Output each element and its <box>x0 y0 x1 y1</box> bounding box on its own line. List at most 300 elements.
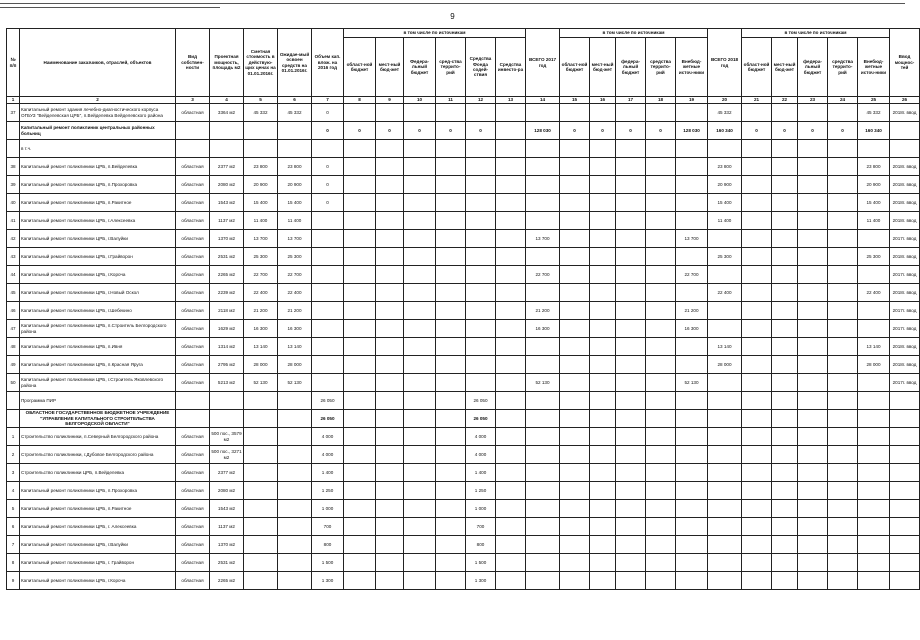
column-number-cell: 12 <box>466 97 496 104</box>
table-cell: 28 000 <box>858 356 890 374</box>
table-cell <box>560 176 590 194</box>
table-cell <box>828 554 858 572</box>
table-cell: областная <box>176 446 210 464</box>
table-cell <box>676 248 708 266</box>
table-cell <box>436 410 466 428</box>
table-row <box>7 158 920 176</box>
top-rule-short <box>0 7 220 8</box>
table-cell: областная <box>176 266 210 284</box>
object-name-cell: Капитальный ремонт поликлиники ЦРБ, г.Алексеевка <box>20 212 176 230</box>
table-cell <box>344 230 376 248</box>
table-cell <box>176 410 210 428</box>
table-cell <box>646 266 676 284</box>
table-cell <box>436 572 466 590</box>
table-cell <box>858 554 890 572</box>
table-cell <box>590 428 616 446</box>
table-cell <box>376 194 404 212</box>
object-name-cell: Программа ПИР <box>20 392 176 410</box>
table-cell <box>404 518 436 536</box>
table-cell <box>828 176 858 194</box>
table-cell <box>742 446 772 464</box>
table-cell <box>616 464 646 482</box>
table-cell <box>496 518 526 536</box>
table-cell <box>772 266 798 284</box>
table-cell <box>376 230 404 248</box>
table-cell <box>244 500 278 518</box>
table-cell <box>404 194 436 212</box>
table-cell <box>466 320 496 338</box>
table-cell: 1314 м2 <box>210 338 244 356</box>
table-cell <box>742 230 772 248</box>
table-cell <box>708 554 742 572</box>
table-cell <box>828 392 858 410</box>
col-header: Средства инвесто-ра <box>496 38 526 97</box>
table-cell: областная <box>176 212 210 230</box>
object-name-cell: Капитальный ремонт поликлиники ЦРБ, п.Ивня <box>20 338 176 356</box>
commissioning-cell: 2018г. ввод <box>890 248 920 266</box>
table-cell <box>616 518 646 536</box>
table-cell <box>496 392 526 410</box>
table-cell <box>798 482 828 500</box>
table-cell <box>646 410 676 428</box>
table-cell <box>404 392 436 410</box>
table-cell <box>708 482 742 500</box>
table-cell: 5 <box>7 500 20 518</box>
table-cell <box>676 410 708 428</box>
table-cell: 1 400 <box>466 464 496 482</box>
table-cell <box>404 428 436 446</box>
table-cell <box>772 410 798 428</box>
table-cell: 1370 м2 <box>210 536 244 554</box>
table-cell <box>526 428 560 446</box>
col-header-ownership: Вид собствен-ности <box>176 29 210 97</box>
table-cell <box>798 374 828 392</box>
table-cell: 13 140 <box>708 338 742 356</box>
table-cell: 1137 м2 <box>210 212 244 230</box>
table-cell: 13 140 <box>244 338 278 356</box>
table-cell <box>828 464 858 482</box>
table-cell <box>616 338 646 356</box>
table-cell <box>590 356 616 374</box>
commissioning-cell: 2018г. ввод <box>890 356 920 374</box>
table-cell <box>404 212 436 230</box>
table-cell <box>798 158 828 176</box>
col-header: мест-ный бюд-жет <box>590 38 616 97</box>
col-header-volume-2016: Объем кап. влож. на 2016 год <box>312 29 344 97</box>
table-cell <box>278 140 312 158</box>
table-cell <box>496 482 526 500</box>
table-cell: 1 300 <box>312 572 344 590</box>
table-cell <box>772 536 798 554</box>
table-cell <box>404 572 436 590</box>
table-cell <box>244 536 278 554</box>
table-cell <box>7 122 20 140</box>
table-cell: 26 050 <box>466 410 496 428</box>
table-cell <box>436 284 466 302</box>
table-cell <box>742 410 772 428</box>
table-cell <box>526 284 560 302</box>
table-cell <box>772 374 798 392</box>
table-cell <box>344 212 376 230</box>
table-cell: 0 <box>344 122 376 140</box>
table-cell <box>858 374 890 392</box>
table-cell <box>526 500 560 518</box>
object-name-cell: Строительство поликлиники, г.Дубовое Белгородского района <box>20 446 176 464</box>
table-cell <box>496 572 526 590</box>
table-cell <box>858 410 890 428</box>
table-cell <box>560 464 590 482</box>
table-cell: 160 340 <box>858 122 890 140</box>
table-cell <box>496 140 526 158</box>
table-cell <box>376 410 404 428</box>
table-cell <box>496 266 526 284</box>
col-header: област-ной бюджет <box>560 38 590 97</box>
table-cell <box>278 536 312 554</box>
table-row <box>7 176 920 194</box>
commissioning-cell: 2018г. ввод <box>890 338 920 356</box>
table-cell <box>466 338 496 356</box>
table-cell: 2 <box>7 446 20 464</box>
table-cell <box>344 482 376 500</box>
table-cell <box>798 428 828 446</box>
table-row <box>7 104 920 122</box>
table-cell <box>496 446 526 464</box>
table-cell <box>798 266 828 284</box>
table-cell <box>7 392 20 410</box>
object-name-cell: Капитальный ремонт поликлиники ЦРБ, п.Ракитное <box>20 500 176 518</box>
table-cell <box>828 158 858 176</box>
table-cell <box>526 518 560 536</box>
table-cell: 1370 м2 <box>210 230 244 248</box>
table-cell <box>772 500 798 518</box>
table-cell <box>858 140 890 158</box>
table-cell <box>590 140 616 158</box>
table-cell <box>466 104 496 122</box>
table-cell <box>526 248 560 266</box>
table-cell: 44 <box>7 266 20 284</box>
column-number-cell: 11 <box>436 97 466 104</box>
table-cell <box>742 194 772 212</box>
table-cell: 47 <box>7 320 20 338</box>
table-cell: 11 400 <box>244 212 278 230</box>
commissioning-cell: 2017г. ввод <box>890 266 920 284</box>
table-cell: 11 400 <box>278 212 312 230</box>
table-cell <box>676 428 708 446</box>
table-cell <box>742 338 772 356</box>
table-cell <box>708 428 742 446</box>
commissioning-cell: 2018г. ввод <box>890 194 920 212</box>
table-cell <box>828 482 858 500</box>
table-cell <box>742 428 772 446</box>
table-cell: 1 250 <box>466 482 496 500</box>
table-cell: 28 000 <box>708 356 742 374</box>
table-row <box>7 230 920 248</box>
column-number-cell: 20 <box>708 97 742 104</box>
table-cell <box>646 176 676 194</box>
table-cell <box>590 248 616 266</box>
table-cell: 1137 м2 <box>210 518 244 536</box>
table-cell <box>828 230 858 248</box>
table-cell: 0 <box>742 122 772 140</box>
table-cell <box>798 446 828 464</box>
table-cell: 1 000 <box>466 500 496 518</box>
table-cell: 1543 м2 <box>210 194 244 212</box>
table-cell <box>616 500 646 518</box>
table-cell <box>312 320 344 338</box>
col-header-commissioning: Ввод мощнос-тей <box>890 29 920 97</box>
table-cell: 42 <box>7 230 20 248</box>
column-number-cell: 17 <box>616 97 646 104</box>
table-cell <box>742 464 772 482</box>
table-cell <box>828 500 858 518</box>
table-cell: областная <box>176 536 210 554</box>
table-cell <box>616 302 646 320</box>
investment-table <box>6 28 920 590</box>
table-cell: 0 <box>590 122 616 140</box>
table-cell <box>376 284 404 302</box>
table-row <box>7 446 920 464</box>
table-cell <box>560 572 590 590</box>
commissioning-cell: 2018г. ввод <box>890 212 920 230</box>
table-cell: 20 900 <box>278 176 312 194</box>
commissioning-cell <box>890 536 920 554</box>
table-cell <box>344 266 376 284</box>
table-cell <box>742 176 772 194</box>
table-cell <box>526 356 560 374</box>
table-cell <box>560 266 590 284</box>
table-cell <box>436 176 466 194</box>
commissioning-cell <box>890 464 920 482</box>
table-cell <box>278 554 312 572</box>
table-cell <box>404 482 436 500</box>
table-cell <box>772 176 798 194</box>
column-number-cell: 2 <box>20 97 176 104</box>
table-cell <box>244 482 278 500</box>
table-cell <box>244 410 278 428</box>
table-cell: 22 700 <box>278 266 312 284</box>
table-cell <box>858 482 890 500</box>
table-cell <box>404 266 436 284</box>
table-cell <box>278 572 312 590</box>
table-cell <box>312 356 344 374</box>
column-number-cell: 5 <box>244 97 278 104</box>
table-row <box>7 536 920 554</box>
table-cell <box>798 356 828 374</box>
table-cell <box>616 248 646 266</box>
table-cell <box>526 176 560 194</box>
table-cell <box>404 500 436 518</box>
table-cell: 22 400 <box>244 284 278 302</box>
table-cell <box>436 230 466 248</box>
table-cell <box>376 374 404 392</box>
table-cell <box>560 428 590 446</box>
table-cell <box>436 194 466 212</box>
table-row <box>7 194 920 212</box>
object-name-cell: Капитальный ремонт поликлиники ЦРБ, г.Шебекино <box>20 302 176 320</box>
table-cell <box>858 518 890 536</box>
table-cell: 11 400 <box>708 212 742 230</box>
table-cell <box>616 194 646 212</box>
table-cell <box>798 212 828 230</box>
table-cell <box>344 302 376 320</box>
column-number-cell: 26 <box>890 97 920 104</box>
table-cell <box>676 140 708 158</box>
table-cell <box>496 284 526 302</box>
table-cell <box>676 176 708 194</box>
table-cell: 37 <box>7 104 20 122</box>
table-cell <box>858 536 890 554</box>
table-cell <box>466 284 496 302</box>
group-header-2016: в том числе по источникам <box>344 29 526 38</box>
table-cell <box>436 500 466 518</box>
column-number-cell: 4 <box>210 97 244 104</box>
table-cell <box>798 104 828 122</box>
table-cell <box>828 284 858 302</box>
table-cell: 4 000 <box>312 428 344 446</box>
table-cell <box>210 392 244 410</box>
table-cell <box>646 536 676 554</box>
table-cell <box>708 572 742 590</box>
table-cell <box>646 140 676 158</box>
table-cell <box>590 392 616 410</box>
table-cell <box>798 338 828 356</box>
commissioning-cell <box>890 482 920 500</box>
table-cell <box>798 194 828 212</box>
table-cell <box>646 320 676 338</box>
column-number-cell: 24 <box>828 97 858 104</box>
table-cell: 1543 м2 <box>210 500 244 518</box>
table-cell <box>312 230 344 248</box>
table-cell: 28 000 <box>244 356 278 374</box>
table-cell <box>858 392 890 410</box>
table-cell <box>7 140 20 158</box>
table-cell <box>772 248 798 266</box>
table-cell <box>742 266 772 284</box>
table-cell <box>376 500 404 518</box>
object-name-cell: Капитальный ремонт поликлиники ЦРБ, г.Новый Оскол <box>20 284 176 302</box>
table-cell <box>646 500 676 518</box>
table-row <box>7 428 920 446</box>
table-cell <box>436 320 466 338</box>
table-cell <box>742 158 772 176</box>
table-cell: 160 340 <box>708 122 742 140</box>
table-cell <box>244 464 278 482</box>
table-cell <box>772 392 798 410</box>
table-cell: 1 500 <box>312 554 344 572</box>
table-cell: 1 000 <box>312 500 344 518</box>
table-cell <box>526 446 560 464</box>
table-cell <box>376 572 404 590</box>
table-cell <box>466 266 496 284</box>
table-cell <box>772 356 798 374</box>
table-cell: 15 400 <box>278 194 312 212</box>
table-cell <box>560 356 590 374</box>
col-header: средства террито-рий <box>828 38 858 97</box>
table-cell <box>858 464 890 482</box>
table-cell <box>312 374 344 392</box>
table-cell <box>742 248 772 266</box>
table-cell <box>344 356 376 374</box>
commissioning-cell <box>890 500 920 518</box>
table-cell <box>676 194 708 212</box>
commissioning-cell: 2017г. ввод <box>890 302 920 320</box>
table-cell <box>376 158 404 176</box>
column-number-cell: 21 <box>742 97 772 104</box>
table-cell <box>376 140 404 158</box>
table-cell <box>376 446 404 464</box>
table-cell <box>828 212 858 230</box>
table-cell: 0 <box>312 104 344 122</box>
table-cell <box>344 446 376 464</box>
table-cell <box>344 194 376 212</box>
table-row <box>7 284 920 302</box>
table-cell <box>244 140 278 158</box>
table-cell: 16 300 <box>278 320 312 338</box>
column-number-cell: 9 <box>376 97 404 104</box>
table-cell: 0 <box>798 122 828 140</box>
table-cell <box>344 158 376 176</box>
table-cell <box>560 194 590 212</box>
table-cell: 800 <box>466 536 496 554</box>
table-cell <box>616 446 646 464</box>
table-cell <box>828 338 858 356</box>
table-cell <box>590 374 616 392</box>
table-cell: областная <box>176 230 210 248</box>
table-cell <box>312 140 344 158</box>
table-cell: 22 400 <box>278 284 312 302</box>
table-cell <box>646 356 676 374</box>
table-cell <box>772 158 798 176</box>
table-cell <box>466 230 496 248</box>
table-cell <box>436 248 466 266</box>
table-cell <box>798 230 828 248</box>
table-cell <box>616 320 646 338</box>
table-cell <box>7 410 20 428</box>
table-cell: 13 700 <box>244 230 278 248</box>
commissioning-cell <box>890 428 920 446</box>
table-cell <box>344 284 376 302</box>
table-cell: 23 800 <box>708 158 742 176</box>
table-cell <box>590 536 616 554</box>
table-cell <box>798 284 828 302</box>
table-cell: 0 <box>376 122 404 140</box>
table-cell <box>176 122 210 140</box>
object-name-cell: Капитальный ремонт поликлиники ЦРБ, п.Прохоровка <box>20 176 176 194</box>
table-cell: 26 050 <box>312 392 344 410</box>
table-row <box>7 338 920 356</box>
table-cell <box>244 572 278 590</box>
table-cell <box>828 302 858 320</box>
table-cell: 48 <box>7 338 20 356</box>
col-header: Средства Фонда содей-ствия <box>466 38 496 97</box>
table-cell: областная <box>176 248 210 266</box>
table-cell <box>526 212 560 230</box>
table-cell <box>616 554 646 572</box>
col-header-capacity: Проектная мощность, площадь м2 <box>210 29 244 97</box>
table-cell <box>278 500 312 518</box>
table-cell: 13 700 <box>676 230 708 248</box>
table-cell <box>772 518 798 536</box>
table-cell: областная <box>176 194 210 212</box>
table-cell: 15 400 <box>858 194 890 212</box>
table-cell: 25 300 <box>708 248 742 266</box>
col-header: област-ной бюджет <box>344 38 376 97</box>
table-cell: 23 800 <box>244 158 278 176</box>
table-cell <box>404 410 436 428</box>
column-number-cell: 8 <box>344 97 376 104</box>
table-cell <box>376 518 404 536</box>
table-cell: 52 130 <box>526 374 560 392</box>
